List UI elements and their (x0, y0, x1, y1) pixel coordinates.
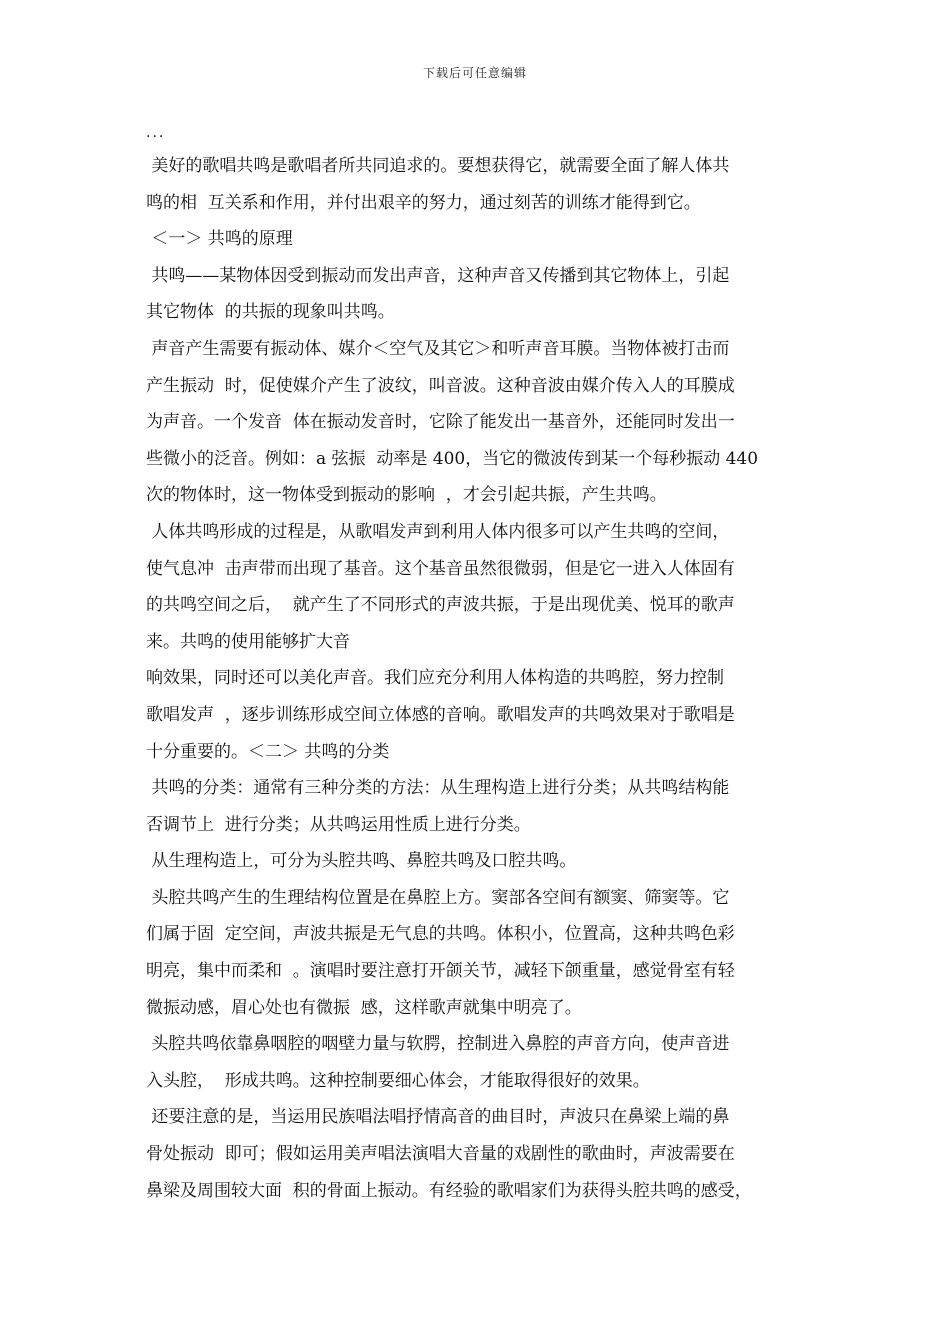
text-line: 响效果，同时还可以美化声音。我们应充分利用人体构造的共鸣腔，努力控制 (146, 668, 724, 689)
section-heading-1: ＜一＞ 共鸣的原理 (146, 229, 293, 250)
text-line: 次的物体时，这一物体受到振动的影响 ，才会引起共振，产生共鸣。 (146, 485, 667, 506)
text-line: 些微小的泛音。例如：a 弦振 动率是 400，当它的微波传到某一个每秒振动 440 (146, 448, 759, 469)
text-line: 十分重要的。＜二＞ 共鸣的分类 (146, 741, 390, 762)
text-line: 声音产生需要有振动体、媒介＜空气及其它＞和听声音耳膜。当物体被打击而 (146, 338, 730, 359)
page-header: 下载后可任意编辑 (422, 66, 527, 80)
text-line: 否调节上 进行分类；从共鸣运用性质上进行分类。 (146, 814, 531, 835)
text-line: 来。共鸣的使用能够扩大音 (146, 631, 350, 652)
text-line: 其它物体 的共振的现象叫共鸣。 (146, 302, 395, 323)
text-line: 美好的歌唱共鸣是歌唱者所共同追求的。要想获得它，就需要全面了解人体共 (146, 156, 730, 176)
text-line: 产生振动 时，促使媒介产生了波纹，叫音波。这种音波由媒介传入人的耳膜成 (146, 375, 735, 396)
document-body (146, 118, 816, 1209)
text-line: 鼻梁及周围较大面 积的骨面上振动。有经验的歌唱家们为获得头腔共鸣的感受， (146, 1180, 752, 1201)
text-line: 人体共鸣形成的过程是，从歌唱发声到利用人体内很多可以产生共鸣的空间， (146, 521, 730, 542)
text-line: 入头腔， 形成共鸣。这种控制要细心体会，才能取得很好的效果。 (146, 1070, 650, 1091)
text-line: 骨处振动 即可；假如运用美声唱法演唱大音量的戏剧性的歌曲时，声波需要在 (146, 1144, 735, 1165)
text-line: 共鸣的分类：通常有三种分类的方法：从生理构造上进行分类；从共鸣结构能 (146, 778, 730, 799)
text-line: 共鸣——某物体因受到振动而发出声音，这种声音又传播到其它物体上，引起 (146, 265, 730, 286)
text-line: 还要注意的是，当运用民族唱法唱抒情高音的曲目时，声波只在鼻梁上端的鼻 (146, 1107, 730, 1128)
text-line: 头腔共鸣依靠鼻咽腔的咽壁力量与软腭，控制进入鼻腔的声音方向，使声音进 (146, 1034, 730, 1055)
text-line: 明亮，集中而柔和 。演唱时要注意打开颌关节，减轻下颌重量，感觉骨室有轻 (146, 961, 735, 982)
text-line: 鸣的相 互关系和作用，并付出艰辛的努力，通过刻苦的训练才能得到它。 (146, 192, 701, 213)
text-line: 歌唱发声 ，逐步训练形成空间立体感的音响。歌唱发声的共鸣效果对于歌唱是 (146, 704, 735, 725)
text-line: 的共鸣空间之后， 就产生了不同形式的声波共振，于是出现优美、悦耳的歌声 (146, 595, 735, 616)
text-line: 为声音。一个发音 体在振动发音时，它除了能发出一基音外，还能同时发出一 (146, 412, 735, 433)
text-line: 头腔共鸣产生的生理结构位置是在鼻腔上方。窦部各空间有额窦、筛窦等。它 (146, 887, 730, 908)
text-line: 使气息冲 击声带而出现了基音。这个基音虽然很微弱，但是它一进入人体固有 (146, 558, 735, 579)
text-line: 们属于固 定空间，声波共振是无气息的共鸣。体积小，位置高，这种共鸣色彩 (146, 924, 735, 945)
text-line: 从生理构造上，可分为头腔共鸣、鼻腔共鸣及口腔共鸣。 (146, 851, 577, 872)
ellipsis-line: ... (146, 125, 166, 141)
text-line: 微振动感，眉心处也有微振 感，这样歌声就集中明亮了。 (146, 997, 582, 1018)
